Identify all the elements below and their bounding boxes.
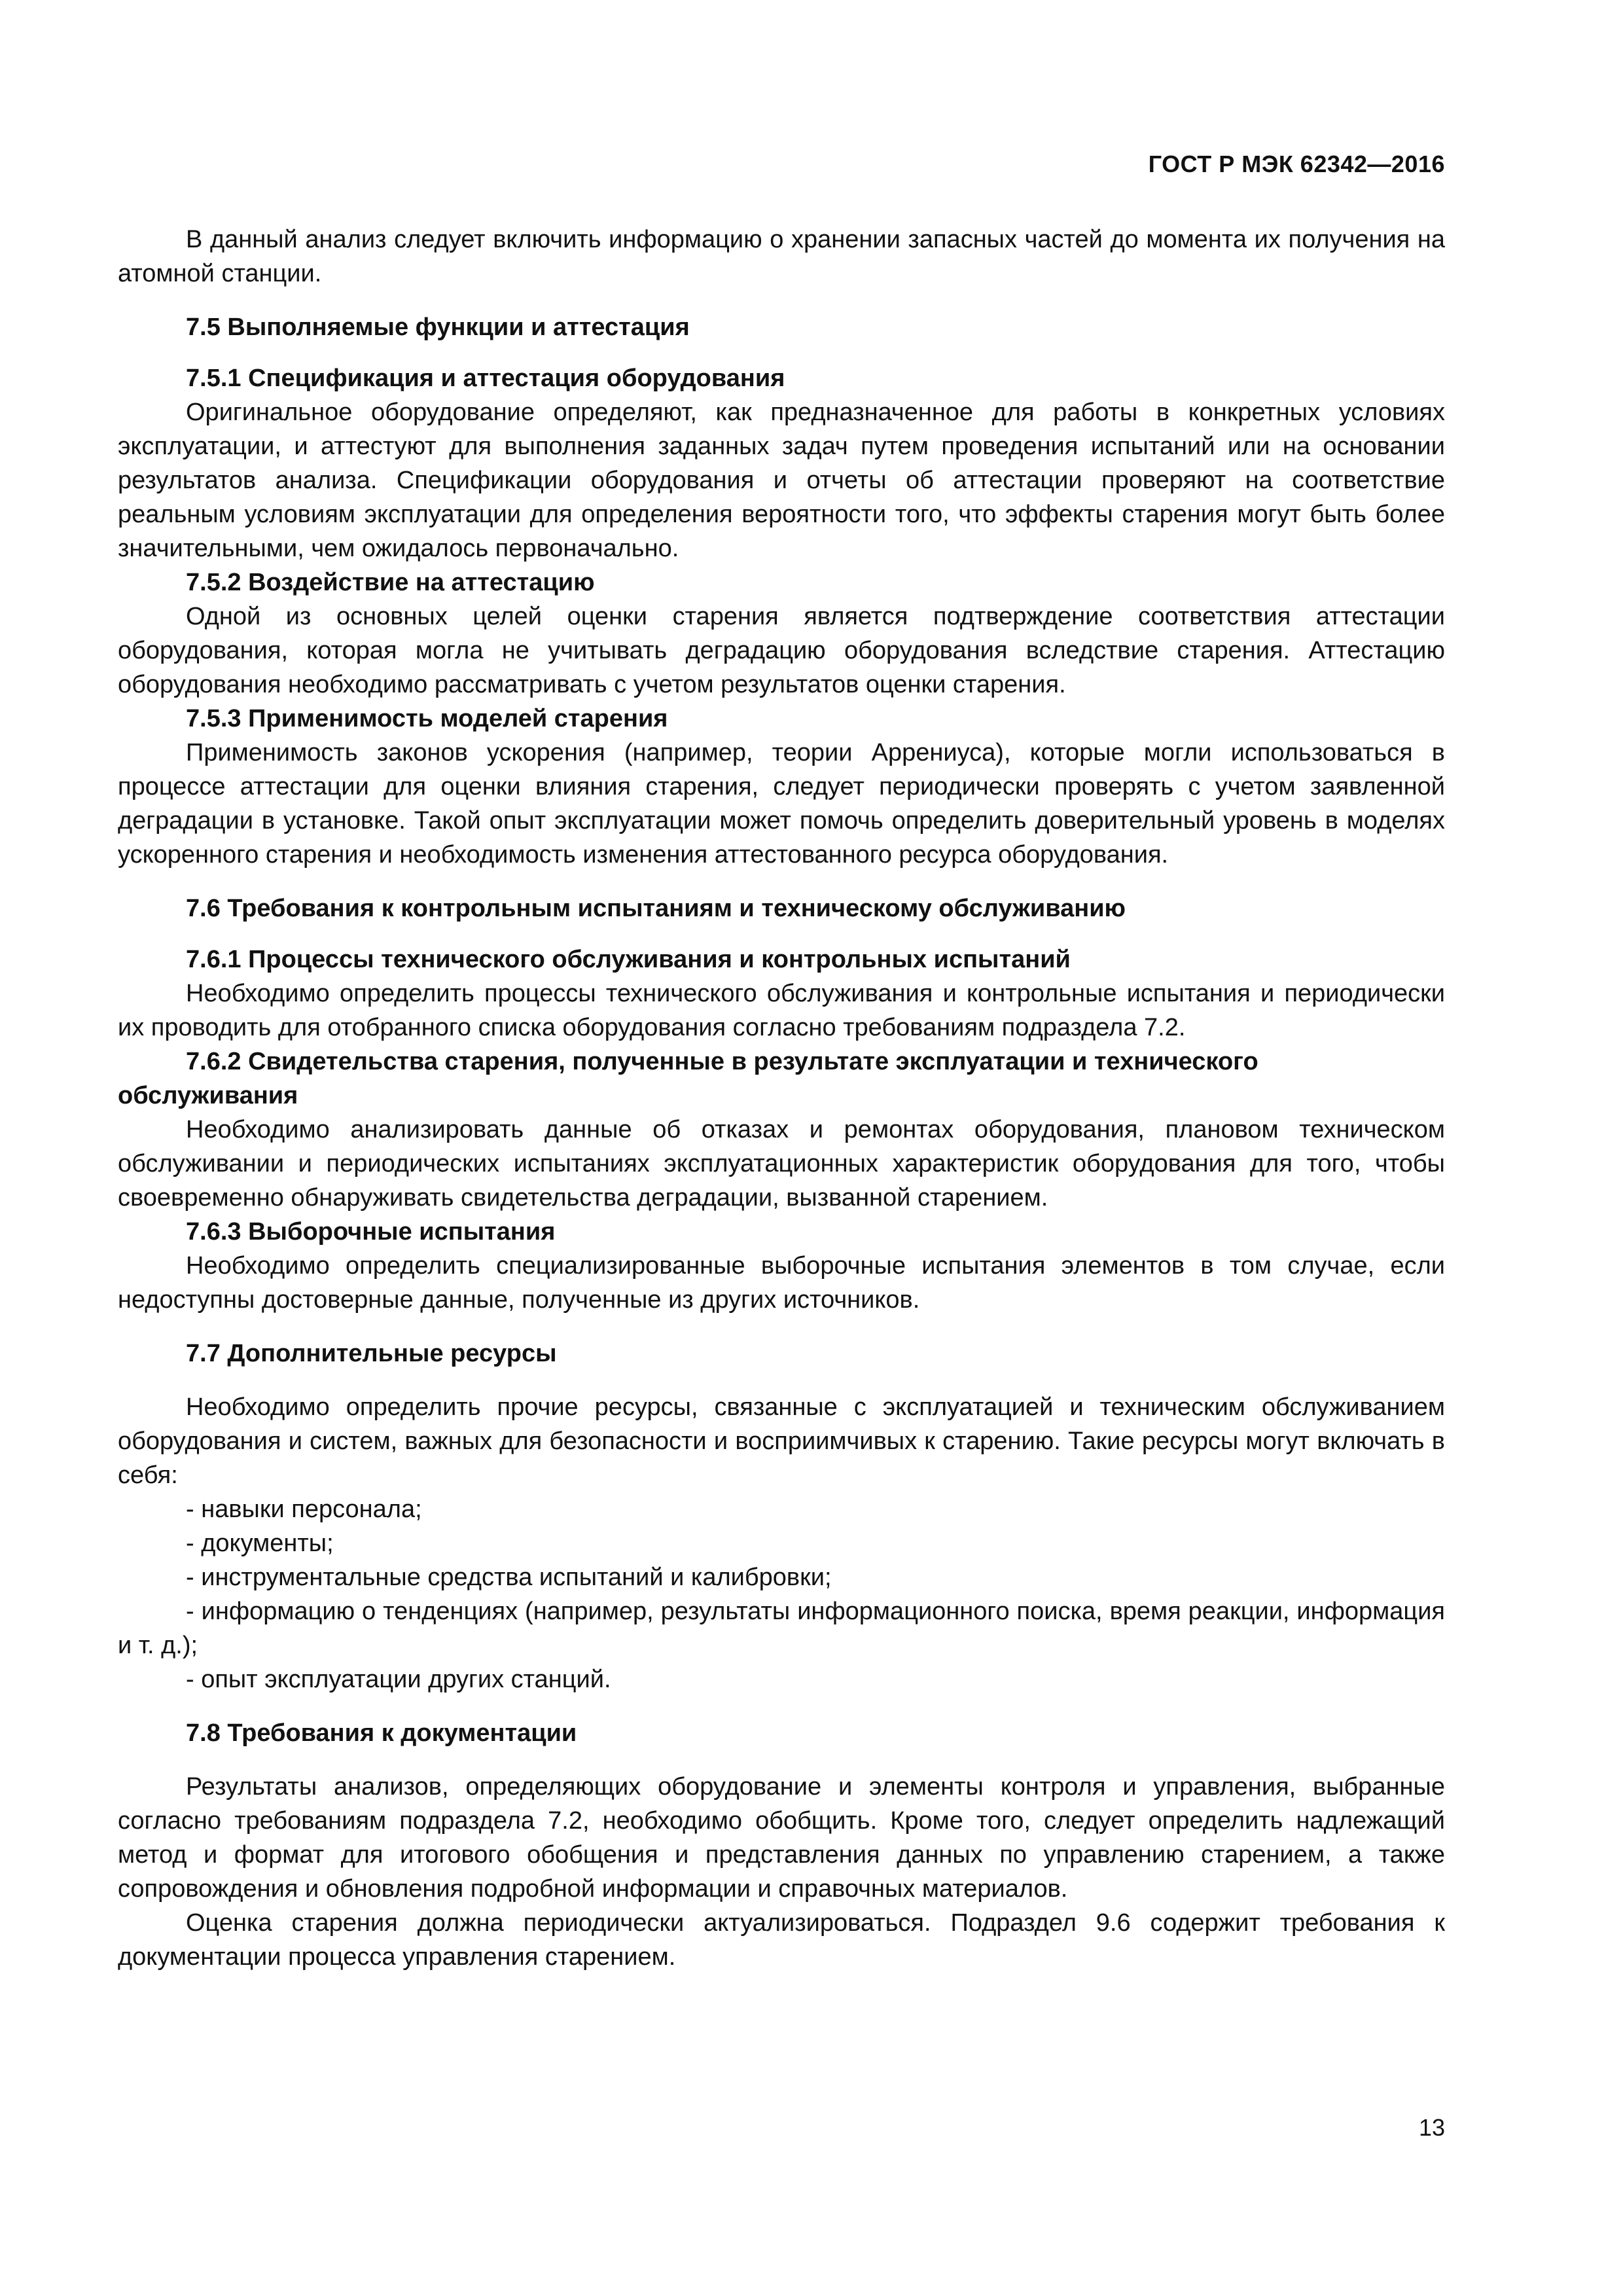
- section-7-8-text-1: Результаты анализов, определяющих оборудование и элементы контроля и управления, выбранные согласно требованиям подраздела 7.2, необходимо обобщить. Кроме того, следует определить надлежащий метод и формат для итогового обобщения и представления данных по управлению старением, а также сопровождения и обновления подробной информации и справочных материалов.: [118, 1773, 1445, 1903]
- document-header: ГОСТ Р МЭК 62342—2016: [1148, 151, 1445, 177]
- document-body: [118, 223, 1445, 1974]
- section-7-5-1-title: 7.5.1 Спецификация и аттестация оборудования: [186, 365, 785, 392]
- list-item: - опыт эксплуатации других станций.: [186, 1666, 611, 1693]
- list-item: - документы;: [186, 1530, 334, 1557]
- section-7-5-2-text: Одной из основных целей оценки старения является подтверждение соответствия аттестации оборудования, которая могла не учитывать деградацию оборудования вследствие старения. Аттестацию оборудования необходимо рассматривать с учетом результатов оценки старения.: [118, 603, 1445, 698]
- page-number: 13: [1418, 2114, 1445, 2141]
- list-item: - инструментальные средства испытаний и калибровки;: [186, 1564, 832, 1591]
- intro-paragraph: В данный анализ следует включить информацию о хранении запасных частей до момента их получения на атомной станции.: [118, 226, 1445, 287]
- section-7-6-2-text: Необходимо анализировать данные об отказах и ремонтах оборудования, плановом техническом обслуживании и периодических испытаниях эксплуатационных характеристик оборудования для того, чтобы своевременно обнаруживать свидетельства деградации, вызванной старением.: [118, 1116, 1445, 1211]
- section-7-5-1-text: Оригинальное оборудование определяют, как предназначенное для работы в конкретных условиях эксплуатации, и аттестуют для выполнения заданных задач путем проведения испытаний или на основании результатов анализа. Спецификации оборудования и отчеты об аттестации проверяют на соответствие реальным условиям эксплуатации для определения вероятности того, что эффекты старения могут быть более значительными, чем ожидалось первоначально.: [118, 399, 1445, 562]
- section-7-6-1-title: 7.6.1 Процессы технического обслуживания и контрольных испытаний: [186, 946, 1071, 973]
- section-7-6-3-title: 7.6.3 Выборочные испытания: [186, 1218, 556, 1246]
- section-7-6-3-text: Необходимо определить специализированные выборочные испытания элементов в том случае, если недоступны достоверные данные, полученные из других источников.: [118, 1252, 1445, 1314]
- section-7-8-title: 7.8 Требования к документации: [186, 1719, 577, 1747]
- section-7-5-2-title: 7.5.2 Воздействие на аттестацию: [186, 569, 595, 596]
- section-7-6-title: 7.6 Требования к контрольным испытаниям и техническому обслуживанию: [186, 895, 1126, 922]
- section-7-5-3-title: 7.5.3 Применимость моделей старения: [186, 705, 668, 732]
- list-item: - навыки персонала;: [186, 1496, 422, 1523]
- section-7-7-title: 7.7 Дополнительные ресурсы: [186, 1340, 557, 1367]
- section-7-6-1-text: Необходимо определить процессы технического обслуживания и контрольные испытания и периодически их проводить для отобранного списка оборудования согласно требованиям подраздела 7.2.: [118, 980, 1445, 1041]
- section-7-7-text: Необходимо определить прочие ресурсы, связанные с эксплуатацией и техническим обслуживанием оборудования и систем, важных для безопасности и восприимчивых к старению. Такие ресурсы могут включать в себя:: [118, 1393, 1445, 1489]
- section-7-6-2-title: 7.6.2 Свидетельства старения, полученные в результате эксплуатации и технического обслуживания: [118, 1048, 1258, 1109]
- list-item: - информацию о тенденциях (например, результаты информационного поиска, время реакции, информация и т. д.);: [118, 1598, 1445, 1659]
- section-7-5-title: 7.5 Выполняемые функции и аттестация: [186, 314, 690, 341]
- section-7-5-3-text: Применимость законов ускорения (например, теории Аррениуса), которые могли использоваться в процессе аттестации для оценки влияния старения, следует периодически проверять с учетом заявленной деградации в установке. Такой опыт эксплуатации может помочь определить доверительный уровень в моделях ускоренного старения и необходимость изменения аттестованного ресурса оборудования.: [118, 739, 1445, 869]
- section-7-8-text-2: Оценка старения должна периодически актуализироваться. Подраздел 9.6 содержит требования к документации процесса управления старением.: [118, 1909, 1445, 1971]
